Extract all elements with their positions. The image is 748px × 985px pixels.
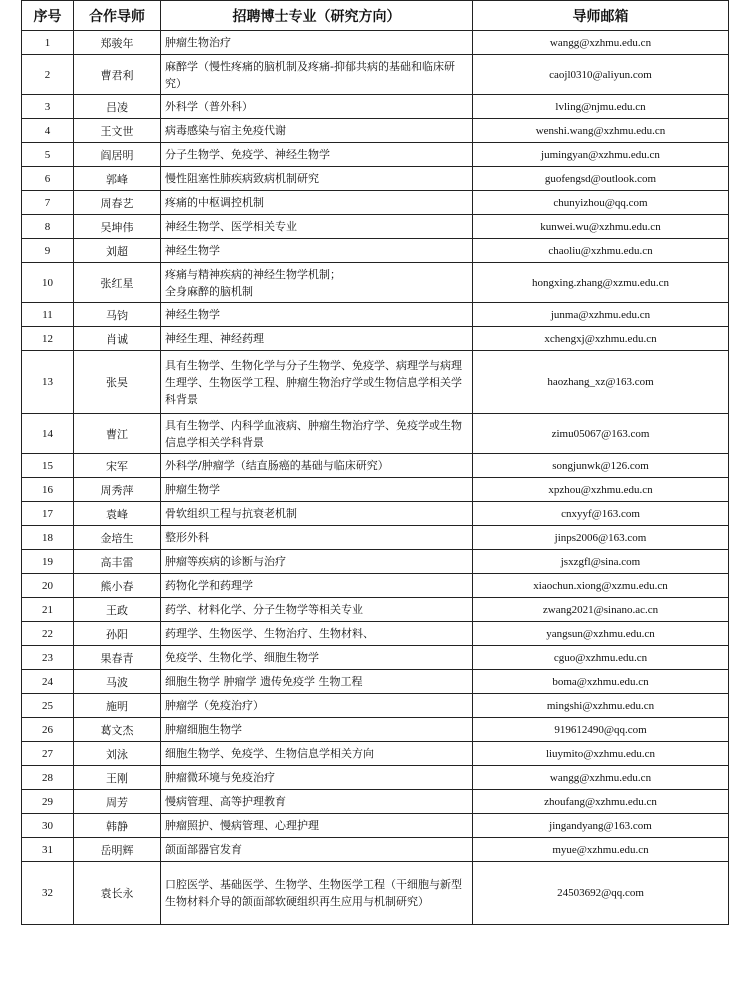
table-row [22, 718, 729, 742]
row-email[interactable]: 24503692@qq.com [473, 862, 729, 925]
row-advisor-name: 王政 [74, 598, 161, 622]
table-row [22, 95, 729, 119]
row-major: 药物化学和药理学 [161, 574, 473, 598]
row-advisor-name: 张红星 [74, 263, 161, 303]
table-row [22, 622, 729, 646]
row-advisor-name: 马钧 [74, 303, 161, 327]
header-email: 导师邮箱 [473, 1, 729, 31]
row-email[interactable]: caojl0310@aliyun.com [473, 55, 729, 95]
row-email[interactable]: jumingyan@xzhmu.edu.cn [473, 143, 729, 167]
table-row [22, 55, 729, 95]
row-email[interactable]: jingandyang@163.com [473, 814, 729, 838]
row-major: 肿瘤学（免疫治疗） [161, 694, 473, 718]
row-major: 骨软组织工程与抗衰老机制 [161, 502, 473, 526]
row-major: 肿瘤生物学 [161, 478, 473, 502]
table-row [22, 838, 729, 862]
table-row [22, 478, 729, 502]
row-email[interactable]: boma@xzhmu.edu.cn [473, 670, 729, 694]
row-serial-number: 1 [22, 31, 74, 55]
row-serial-number: 13 [22, 351, 74, 414]
row-advisor-name: 周春艺 [74, 191, 161, 215]
row-advisor-name: 孙阳 [74, 622, 161, 646]
row-serial-number: 2 [22, 55, 74, 95]
table-row [22, 239, 729, 263]
table-row [22, 191, 729, 215]
row-serial-number: 32 [22, 862, 74, 925]
table-row [22, 215, 729, 239]
row-major: 病毒感染与宿主免疫代谢 [161, 119, 473, 143]
row-serial-number: 29 [22, 790, 74, 814]
table-row [22, 694, 729, 718]
recruitment-table-container [21, 0, 728, 925]
row-email[interactable]: zwang2021@sinano.ac.cn [473, 598, 729, 622]
row-major: 慢病管理、高等护理教育 [161, 790, 473, 814]
row-email[interactable]: kunwei.wu@xzhmu.edu.cn [473, 215, 729, 239]
row-email[interactable]: cnxyyf@163.com [473, 502, 729, 526]
row-advisor-name: 宋军 [74, 454, 161, 478]
row-serial-number: 12 [22, 327, 74, 351]
row-serial-number: 27 [22, 742, 74, 766]
row-major: 麻醉学（慢性疼痛的脑机制及疼痛-抑郁共病的基础和临床研究） [161, 55, 473, 95]
row-major: 神经生物学 [161, 239, 473, 263]
row-advisor-name: 王文世 [74, 119, 161, 143]
row-major: 神经生物学 [161, 303, 473, 327]
table-row [22, 414, 729, 454]
row-advisor-name: 周秀萍 [74, 478, 161, 502]
row-email[interactable]: chunyizhou@qq.com [473, 191, 729, 215]
row-major: 具有生物学、生物化学与分子生物学、免疫学、病理学与病理生理学、生物医学工程、肿瘤生物治疗学或生物信息学相关学科背景 [161, 351, 473, 414]
row-major: 神经生物学、医学相关专业 [161, 215, 473, 239]
row-email[interactable]: chaoliu@xzhmu.edu.cn [473, 239, 729, 263]
row-major: 肿瘤生物治疗 [161, 31, 473, 55]
row-advisor-name: 吴坤伟 [74, 215, 161, 239]
row-email[interactable]: xpzhou@xzhmu.edu.cn [473, 478, 729, 502]
row-advisor-name: 吕凌 [74, 95, 161, 119]
row-advisor-name: 阎居明 [74, 143, 161, 167]
row-major: 口腔医学、基础医学、生物学、生物医学工程（干细胞与新型生物材料介导的颌面部软硬组织再生应用与机制研究） [161, 862, 473, 925]
row-serial-number: 28 [22, 766, 74, 790]
header-major: 招聘博士专业（研究方向） [161, 1, 473, 31]
row-serial-number: 26 [22, 718, 74, 742]
row-serial-number: 23 [22, 646, 74, 670]
table-row [22, 327, 729, 351]
row-email[interactable]: haozhang_xz@163.com [473, 351, 729, 414]
table-row [22, 598, 729, 622]
table-row [22, 670, 729, 694]
row-advisor-name: 马波 [74, 670, 161, 694]
row-advisor-name: 袁长永 [74, 862, 161, 925]
row-email[interactable]: wenshi.wang@xzhmu.edu.cn [473, 119, 729, 143]
table-row [22, 143, 729, 167]
row-advisor-name: 韩静 [74, 814, 161, 838]
row-serial-number: 19 [22, 550, 74, 574]
row-email[interactable]: jsxzgfl@sina.com [473, 550, 729, 574]
row-major: 肿瘤等疾病的诊断与治疗 [161, 550, 473, 574]
row-email[interactable]: cguo@xzhmu.edu.cn [473, 646, 729, 670]
table-row [22, 574, 729, 598]
row-major: 肿瘤细胞生物学 [161, 718, 473, 742]
table-row [22, 454, 729, 478]
row-serial-number: 5 [22, 143, 74, 167]
row-email[interactable]: liuymito@xzhmu.edu.cn [473, 742, 729, 766]
row-email[interactable]: xiaochun.xiong@xzmu.edu.cn [473, 574, 729, 598]
row-email[interactable]: zhoufang@xzhmu.edu.cn [473, 790, 729, 814]
row-email[interactable]: xchengxj@xzhmu.edu.cn [473, 327, 729, 351]
table-row [22, 742, 729, 766]
row-advisor-name: 金培生 [74, 526, 161, 550]
row-serial-number: 31 [22, 838, 74, 862]
row-advisor-name: 袁峰 [74, 502, 161, 526]
row-advisor-name: 葛文杰 [74, 718, 161, 742]
table-row [22, 351, 729, 414]
row-major: 外科学/肿瘤学（结直肠癌的基础与临床研究） [161, 454, 473, 478]
row-major: 肿瘤微环境与免疫治疗 [161, 766, 473, 790]
row-serial-number: 10 [22, 263, 74, 303]
row-major: 疼痛的中枢调控机制 [161, 191, 473, 215]
table-row [22, 31, 729, 55]
row-advisor-name: 果春青 [74, 646, 161, 670]
advisor-recruitment-table [21, 0, 729, 925]
row-advisor-name: 肖诚 [74, 327, 161, 351]
row-serial-number: 21 [22, 598, 74, 622]
table-header-row [22, 1, 729, 31]
row-email[interactable]: junma@xzhmu.edu.cn [473, 303, 729, 327]
row-email[interactable]: 919612490@qq.com [473, 718, 729, 742]
row-advisor-name: 郑骏年 [74, 31, 161, 55]
row-serial-number: 30 [22, 814, 74, 838]
table-row [22, 263, 729, 303]
row-email[interactable]: lvling@njmu.edu.cn [473, 95, 729, 119]
table-row [22, 502, 729, 526]
row-advisor-name: 郭峰 [74, 167, 161, 191]
table-row [22, 526, 729, 550]
row-serial-number: 15 [22, 454, 74, 478]
row-email[interactable]: songjunwk@126.com [473, 454, 729, 478]
row-email[interactable]: wangg@xzhmu.edu.cn [473, 766, 729, 790]
row-advisor-name: 张昊 [74, 351, 161, 414]
row-email[interactable]: hongxing.zhang@xzmu.edu.cn [473, 263, 729, 303]
row-major: 细胞生物学、免疫学、生物信息学相关方向 [161, 742, 473, 766]
row-major: 具有生物学、内科学血液病、肿瘤生物治疗学、免疫学或生物信息学相关学科背景 [161, 414, 473, 454]
row-serial-number: 18 [22, 526, 74, 550]
row-major: 疼痛与精神疾病的神经生物学机制； 全身麻醉的脑机制 [161, 263, 473, 303]
header-serial-number: 序号 [22, 1, 74, 31]
row-major: 免疫学、生物化学、细胞生物学 [161, 646, 473, 670]
row-serial-number: 3 [22, 95, 74, 119]
table-body [22, 31, 729, 925]
row-serial-number: 6 [22, 167, 74, 191]
row-major: 外科学（普外科） [161, 95, 473, 119]
row-email[interactable]: wangg@xzhmu.edu.cn [473, 31, 729, 55]
table-row [22, 550, 729, 574]
row-major: 药学、材料化学、分子生物学等相关专业 [161, 598, 473, 622]
row-serial-number: 4 [22, 119, 74, 143]
row-serial-number: 7 [22, 191, 74, 215]
row-serial-number: 14 [22, 414, 74, 454]
row-advisor-name: 岳明辉 [74, 838, 161, 862]
row-major: 慢性阻塞性肺疾病致病机制研究 [161, 167, 473, 191]
row-serial-number: 16 [22, 478, 74, 502]
row-advisor-name: 熊小春 [74, 574, 161, 598]
table-row [22, 119, 729, 143]
row-major: 颌面部器官发育 [161, 838, 473, 862]
row-serial-number: 25 [22, 694, 74, 718]
table-row [22, 303, 729, 327]
table-row [22, 862, 729, 925]
row-serial-number: 8 [22, 215, 74, 239]
table-row [22, 814, 729, 838]
row-advisor-name: 周芳 [74, 790, 161, 814]
row-serial-number: 22 [22, 622, 74, 646]
row-email[interactable]: myue@xzhmu.edu.cn [473, 838, 729, 862]
row-major: 神经生理、神经药理 [161, 327, 473, 351]
row-major: 整形外科 [161, 526, 473, 550]
row-advisor-name: 曹江 [74, 414, 161, 454]
table-row [22, 646, 729, 670]
row-serial-number: 17 [22, 502, 74, 526]
row-advisor-name: 王刚 [74, 766, 161, 790]
table-row [22, 766, 729, 790]
row-advisor-name: 高丰雷 [74, 550, 161, 574]
row-advisor-name: 刘超 [74, 239, 161, 263]
row-email[interactable]: mingshi@xzhmu.edu.cn [473, 694, 729, 718]
row-serial-number: 11 [22, 303, 74, 327]
table-row [22, 167, 729, 191]
row-email[interactable]: zimu05067@163.com [473, 414, 729, 454]
row-serial-number: 24 [22, 670, 74, 694]
table-row [22, 790, 729, 814]
row-advisor-name: 施明 [74, 694, 161, 718]
row-advisor-name: 曹君利 [74, 55, 161, 95]
row-email[interactable]: jinps2006@163.com [473, 526, 729, 550]
row-email[interactable]: guofengsd@outlook.com [473, 167, 729, 191]
row-advisor-name: 刘泳 [74, 742, 161, 766]
row-major: 药理学、生物医学、生物治疗、生物材料、 [161, 622, 473, 646]
row-major: 细胞生物学 肿瘤学 遗传免疫学 生物工程 [161, 670, 473, 694]
row-serial-number: 20 [22, 574, 74, 598]
row-major: 肿瘤照护、慢病管理、心理护理 [161, 814, 473, 838]
row-major: 分子生物学、免疫学、神经生物学 [161, 143, 473, 167]
row-email[interactable]: yangsun@xzhmu.edu.cn [473, 622, 729, 646]
row-serial-number: 9 [22, 239, 74, 263]
header-advisor: 合作导师 [74, 1, 161, 31]
